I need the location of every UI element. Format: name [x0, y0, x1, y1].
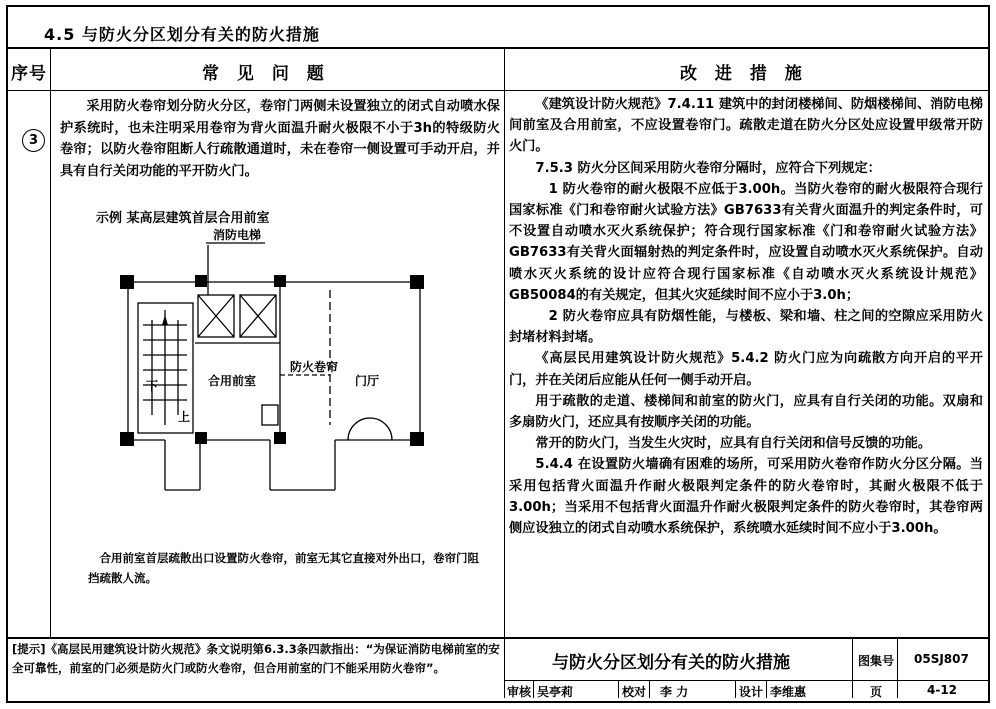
atlas-label: 图集号: [858, 654, 895, 668]
measure-paragraph: 5.4.4 在设置防火墙确有困难的场所，可采用防火卷帘作防火分区分隔。当采用包括背火面温升作耐火极限判定条件的防火卷帘时，其耐火极限不低于3.00h；当采用不包括背火面温升作耐火极限判定条件的防火卷帘时，其卷帘两侧应设独立的闭式自动喷水系统保护，系统喷水延续时间不应小于3.00h。: [509, 457, 983, 537]
proof-name: 李 力: [660, 685, 689, 699]
measure-paragraph: 《建筑设计防火规范》7.4.11 建筑中的封闭楼梯间、防烟楼梯间、消防电梯间前室及合用前室，不应设置卷帘门。疏散走道在防火分区处应设置甲级常开防火门。: [509, 97, 983, 155]
measure-paragraph: 7.5.3 防火分区间采用防火卷帘分隔时，应符合下列规定：: [535, 160, 881, 176]
proof-label: 校对: [622, 685, 647, 699]
footer-divider-e: [649, 681, 650, 698]
label-lobby: 门厅: [355, 374, 380, 388]
page-number: 4-12: [927, 683, 958, 697]
problem-paragraph: 采用防火卷帘划分防火分区，卷帘门两侧未设置独立的闭式自动喷水保护系统时，也未注明采用卷帘为背火面温升耐火极限不小于3h的特级防火卷帘；以防火卷帘阻断人行疏散通道时，未在卷帘一侧设置可手动开启，并具有自行关闭功能的平开防火门。: [60, 99, 500, 179]
review-name: 吴亭莉: [537, 685, 574, 699]
floor-plan-diagram: [90, 225, 470, 500]
measure-paragraph: 《高层民用建筑设计防火规范》5.4.2 防火门应为向疏散方向开启的平开门，并在关闭后应能从任何一侧手动开启。: [509, 351, 983, 388]
design-name: 李维惠: [770, 685, 807, 699]
label-shared-anteroom: 合用前室: [208, 374, 257, 388]
header-rule: [6, 90, 990, 91]
footer-divider-d: [618, 681, 619, 698]
review-label: 审核: [507, 685, 532, 699]
design-label: 设计: [739, 685, 764, 699]
footer-divider-b: [897, 638, 898, 698]
footer-divider-f: [735, 681, 736, 698]
page-label: 页: [870, 685, 883, 699]
diagram-caption: [88, 548, 488, 588]
section-title: 4.5 与防火分区划分有关的防火措施: [44, 25, 320, 44]
problem-text: [60, 96, 500, 182]
measures-text: [509, 94, 983, 539]
measure-paragraph: 用于疏散的走道、楼梯间和前室的防火门，应具有自行关闭的功能。双扇和多扇防火门，还应具有按顺序关闭的功能。: [509, 393, 983, 431]
measure-paragraph: 1 防火卷帘的耐火极限不应低于3.00h。当防火卷帘的耐火极限符合现行国家标准《门和卷帘耐火试验方法》GB7633有关背火面温升的判定条件时，可不设置自动喷水灭火系统保护；符合现行国家标准《门和卷帘耐火试验方法》GB7633有关背火面辐射热的判定条件时，应设置自动喷水灭火系统保护。自动喷水灭火系统的设计应符合现行国家标准《自动喷水灭火系统设计规范》GB50084的有关规定，但其火灾延续时间不应小于3.0h；: [509, 181, 983, 303]
title-rule: [6, 47, 990, 49]
atlas-number: 05SJ807: [914, 652, 969, 666]
footer-divider-a: [852, 638, 853, 698]
row-number-badge: 3: [22, 129, 45, 152]
label-stair-down: 下: [146, 379, 159, 393]
footer-inner-rule: [504, 680, 990, 681]
footer-rule: [6, 637, 990, 639]
caption-text: 合用前室首层疏散出口设置防火卷帘，前室无其它直接对外出口，卷帘门阻挡疏散人流。: [88, 551, 479, 585]
measure-paragraph: 常开的防火门，当发生火灾时，应具有自行关闭和信号反馈的功能。: [535, 436, 932, 452]
example-title: 示例 某高层建筑首层合用前室: [96, 211, 270, 226]
footer-divider-c: [533, 681, 534, 698]
label-fire-shutter: 防火卷帘: [290, 360, 339, 374]
col-divider-2: [504, 48, 505, 698]
col-divider-1: [50, 91, 51, 637]
header-problem: 常 见 问 题: [202, 64, 330, 84]
header-divider-1: [50, 48, 51, 90]
header-number: 序号: [11, 64, 47, 84]
footer-hint: [提示]《高层民用建筑设计防火规范》条文说明第6.3.3条四款指出：“为保证消防电梯前室的安全可靠性，前室的门必须是防火门或防火卷帘，但合用前室的门不能采用防火卷帘”。: [12, 642, 500, 675]
footer-divider-g: [766, 681, 767, 698]
label-stair-up: 上: [178, 410, 191, 424]
header-measure: 改 进 措 施: [680, 64, 808, 84]
label-fire-elevator: 消防电梯: [213, 228, 262, 242]
measure-paragraph: 2 防火卷帘应具有防烟性能，与楼板、梁和墙、柱之间的空隙应采用防火封堵材料封堵。: [509, 309, 983, 346]
document-title: 与防火分区划分有关的防火措施: [552, 653, 790, 673]
